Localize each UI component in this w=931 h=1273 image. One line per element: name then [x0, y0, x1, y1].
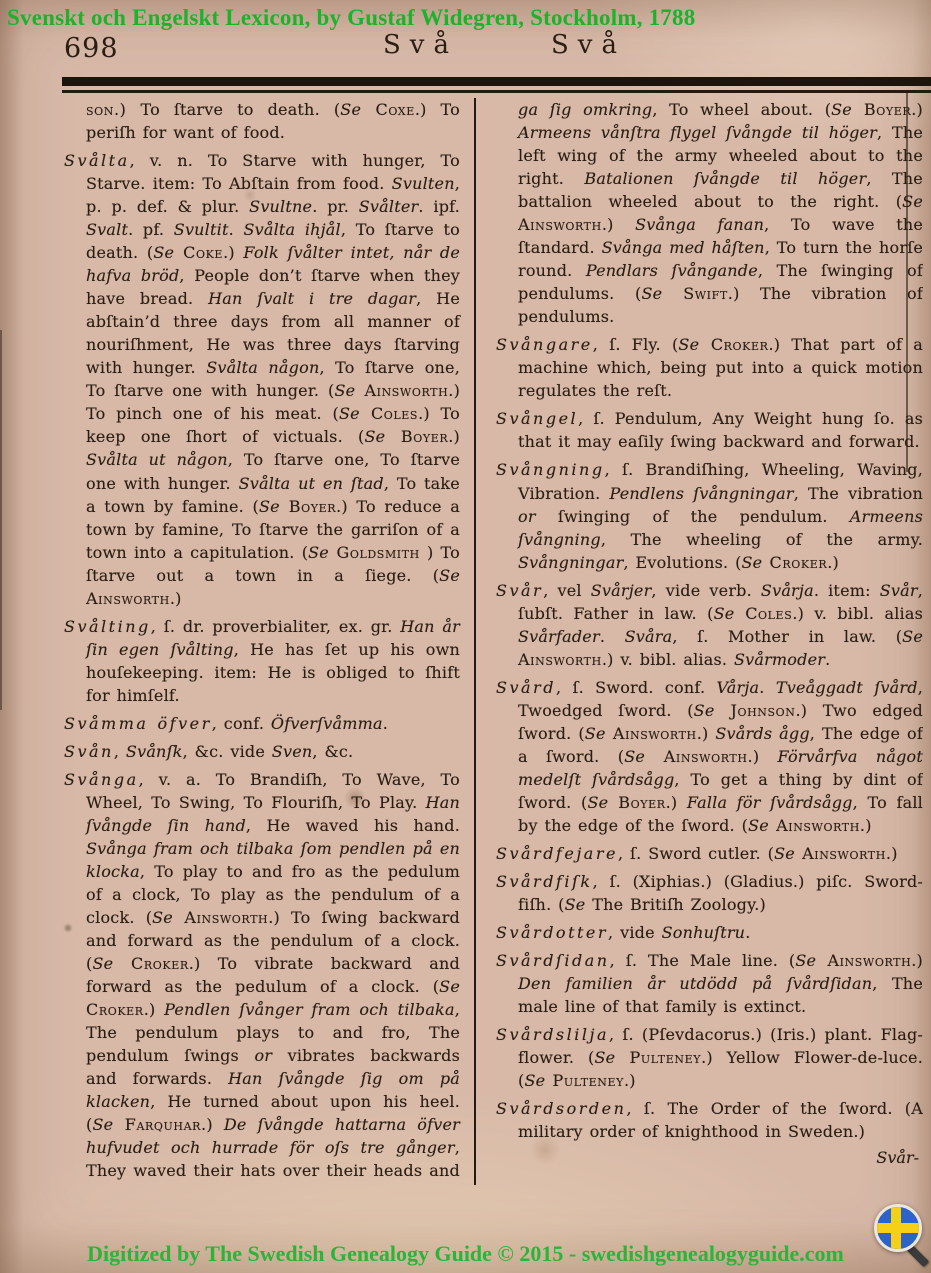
- entry-text: , ſ. Mother in law. (: [672, 626, 903, 646]
- entry-text: Swift: [662, 284, 728, 304]
- entry-text: , The battalion wheeled about to the right. (: [518, 169, 923, 212]
- entry-text: , vel: [543, 580, 591, 600]
- entry-text: , The edge of a ſword. (: [518, 723, 923, 766]
- entry-text: Ainsworth: [518, 649, 602, 669]
- entry-text: , &c. vide: [182, 741, 272, 761]
- entry-text: To ſtarve to death. (: [126, 100, 341, 119]
- entry-text: Öfverſvåmma: [270, 713, 383, 733]
- entry-text: Se: [92, 954, 114, 974]
- entry-text: Svånſk: [125, 741, 183, 761]
- dictionary-entry: [64, 768, 460, 1185]
- entry-text: Han ſvångde ſin hand: [86, 792, 460, 835]
- entry-text: , p. p. def. & plur.: [86, 174, 460, 217]
- entry-text: , &c.: [312, 741, 354, 761]
- entry-text: Croker: [762, 552, 828, 572]
- entry-text: Se: [713, 603, 735, 623]
- entry-text: Svultne: [249, 197, 313, 217]
- entry-text: .) To reduce a town by famine, To ſtarve the garriſon of a town into a capitulation. (: [86, 496, 460, 562]
- entry-text: Sonhuſtru: [661, 923, 746, 943]
- entry-text: Se: [584, 723, 606, 743]
- entry-text: .): [223, 243, 244, 263]
- entry-text: Svårfader: [518, 626, 600, 646]
- running-head-left: Svå: [383, 30, 459, 60]
- entry-text: Se: [748, 815, 769, 835]
- entry-text: Se: [308, 542, 329, 562]
- entry-text: . item:: [813, 580, 880, 600]
- entry-text: , The ſwinging of pendulums. (: [518, 261, 923, 304]
- entry-text: [288, 1184, 309, 1185]
- entry-text: Armeens ſvångning: [518, 506, 923, 549]
- entry-text: Se: [564, 895, 586, 915]
- entry-text: . pf.: [128, 220, 174, 240]
- entry-text: Svålta ut en ſtad: [238, 473, 384, 493]
- entry-text: Coke: [174, 243, 224, 263]
- entry-text: [381, 1184, 460, 1185]
- entry-text: , ſ. Sword. conf.: [555, 677, 717, 697]
- entry-text: Ainsworth: [794, 843, 886, 863]
- entry-text: , The male line of that family is extinct.: [518, 974, 923, 1017]
- entry-text: Tveåggadt ſvård: [775, 677, 918, 697]
- dictionary-entry: [64, 98, 460, 144]
- entry-text: Se: [641, 284, 663, 304]
- entry-text: , ſ. (Xiphias.) (Gladius.) piſc. Sword-fiſh. (: [518, 872, 923, 915]
- entry-text: Goldsmith: [328, 542, 420, 562]
- entry-text: [308, 1184, 381, 1185]
- entry-text: Ainsworth: [86, 588, 170, 608]
- entry-text: Se: [439, 977, 460, 997]
- entry-text: Coles: [359, 404, 419, 424]
- entry-text: Johnson: [714, 700, 796, 720]
- entry-text: Svånga med håſten: [601, 238, 765, 258]
- entry-text: Croker: [699, 335, 769, 355]
- entry-text: The Britiſh Zoology.): [585, 895, 766, 915]
- dictionary-entry: [496, 407, 923, 453]
- entry-text: Pendlars ſvångande: [585, 261, 758, 281]
- entry-text: .): [665, 792, 687, 812]
- entry-text: .): [885, 843, 898, 863]
- entry-text: , To ſtarve one, To ſtarve one with hunger.: [86, 450, 460, 493]
- entry-text: Se: [831, 100, 852, 119]
- entry-text: .): [143, 1000, 165, 1020]
- entry-text: , ſ. (Pſevdacorus.) (Iris.) plant. Flag-flower. (: [518, 1025, 923, 1068]
- entry-text: son.): [86, 100, 127, 119]
- dictionary-entry: [496, 1023, 923, 1092]
- entry-text: .) To pinch one of his meat. (: [86, 381, 461, 424]
- right-column: [496, 98, 923, 1143]
- entry-text: .) v. bibl. alias: [792, 603, 923, 623]
- entry-text: , To turn the horſe round.: [518, 238, 923, 281]
- entry-text: Svulten: [391, 174, 455, 194]
- entry-text: Farquhar: [113, 1115, 202, 1135]
- headword: Svår: [496, 580, 544, 600]
- entry-text: Batalionen ſvångde til höger: [584, 169, 867, 189]
- entry-text: Pendlens ſvångningar: [609, 483, 794, 503]
- entry-text: Svålta någon: [206, 358, 320, 378]
- headword: Svårdsorden: [496, 1099, 627, 1119]
- entry-text: Se: [153, 243, 175, 263]
- entry-text: Se: [587, 792, 609, 812]
- entry-text: Den familien år utdödd på ſvårdſidan: [518, 974, 873, 994]
- scan-edge-artifact-left: [0, 330, 2, 710]
- entry-text: , v. a. To Brandiſh, To Wave, To Wheel, To Swing, To Flouriſh, To Play.: [86, 769, 460, 812]
- entry-text: ,: [113, 741, 126, 761]
- entry-text: Svånga fram och tilbaka ſom pendlen på en klocka: [86, 838, 460, 881]
- dictionary-entry: [496, 676, 923, 837]
- headword: Svån: [64, 741, 114, 761]
- header-rule-thick: [62, 77, 931, 86]
- entry-text: , ſ. Brandiſhing, Wheeling, Waving, Vibration.: [518, 460, 923, 503]
- entry-text: Svårja: [760, 580, 814, 600]
- entry-text: , To play to and fro as the pedulum of a clock, To play as the pendulum of a clock. (: [86, 862, 460, 928]
- entry-text: ) To ſtarve out a town in a ſiege. (: [86, 542, 460, 585]
- dictionary-entry: [64, 712, 460, 735]
- entry-text: Ainsworth: [768, 815, 860, 835]
- entry-text: , To fall by the edge of the ſword. (: [518, 792, 923, 835]
- entry-text: Svåra: [624, 626, 673, 646]
- entry-text: Svålta ihjål: [243, 220, 341, 240]
- entry-text: .) That part of a machine which, being put into a quick motion regulates the reſt.: [518, 335, 923, 401]
- entry-text: , The wheeling of the army.: [600, 529, 923, 549]
- entry-text: .: [382, 713, 388, 733]
- entry-text: .) To keep one ſhort of victuals. (: [86, 404, 460, 447]
- entry-text: , Twoedged ſword. (: [518, 677, 923, 720]
- headword: Svångare: [496, 335, 593, 355]
- entry-text: .): [601, 215, 636, 235]
- entry-text: Svultit: [173, 220, 229, 240]
- entry-text: , ſ. The Male line. (: [609, 951, 796, 971]
- entry-text: Folk ſvålter intet, når de hafva bröd: [86, 243, 461, 286]
- entry-text: Se: [795, 951, 817, 971]
- entry-text: Croker: [113, 954, 189, 974]
- entry-text: .): [859, 815, 872, 835]
- entry-text: Se: [524, 1071, 546, 1091]
- entry-text: Armeens vånſtra flygel ſvångde til höger: [518, 123, 878, 143]
- entry-text: , The pendulum plays to and fro, The pendulum ſwings: [86, 1000, 460, 1066]
- entry-text: Svårjer: [590, 580, 652, 600]
- entry-text: Svårmoder: [733, 649, 826, 669]
- entry-text: .) To ſwing backward and forward as the pendulum of a clock. (: [86, 908, 460, 974]
- entry-text: Ainsworth: [518, 215, 602, 235]
- entry-text: Boyer: [851, 100, 912, 119]
- entry-text: .) Two edged ſword. (: [518, 700, 923, 743]
- entry-text: or: [254, 1046, 273, 1066]
- entry-text: , He turned about upon his heel. (: [86, 1092, 460, 1135]
- entry-text: .): [696, 723, 716, 743]
- entry-text: Svalt: [86, 220, 129, 240]
- entry-text: Croker: [86, 1000, 144, 1020]
- entry-text: .): [911, 100, 923, 119]
- entry-text: , The vibration: [793, 483, 923, 503]
- entry-text: Boyer: [385, 427, 449, 447]
- entry-text: , Evolutions. (: [623, 552, 742, 572]
- entry-text: .): [747, 746, 778, 766]
- entry-text: De ſvångde hattarna öfver hufvudet och hurrade för oſs tre gånger: [86, 1115, 461, 1158]
- entry-text: , ſ. Pendulum, Any Weight hung ſo. as that it may eaſily ſwing backward and forward.: [518, 409, 923, 452]
- entry-text: ga ſig omkring: [518, 100, 653, 119]
- entry-text: , To wheel about. (: [652, 100, 832, 119]
- entry-text: Se: [92, 1115, 114, 1135]
- entry-text: .): [624, 1071, 636, 1091]
- headword: Svånga: [64, 769, 139, 789]
- entry-text: , The left wing of the army wheeled about to the right.: [518, 123, 923, 189]
- entry-text: Svångningar: [518, 552, 624, 572]
- catchword: Svår-: [876, 1148, 919, 1168]
- entry-text: Se: [902, 192, 923, 212]
- entry-text: Se: [594, 1048, 616, 1068]
- entry-text: Se: [338, 404, 360, 424]
- dictionary-entry: [496, 949, 923, 1018]
- entry-text: Sven: [271, 741, 313, 761]
- entry-text: Pendlen ſvånger fram och tilbaka: [164, 1000, 455, 1020]
- headword: Svårdſidan: [496, 951, 610, 971]
- entry-text: Pulteney: [545, 1071, 625, 1091]
- entry-text: .) v. bibl. alias.: [601, 649, 734, 669]
- entry-text: Se: [741, 552, 763, 572]
- dictionary-entry: [496, 870, 923, 916]
- entry-text: Se: [624, 746, 646, 766]
- entry-text: Se: [340, 100, 362, 119]
- entry-text: , To ſtarve to death. (: [86, 220, 460, 263]
- entry-text: Ainsworth: [605, 723, 697, 743]
- entry-text: Förvårfva något medelſt ſvårdsågg: [518, 746, 923, 789]
- header-rule-thin: [62, 90, 931, 93]
- dictionary-entry: [496, 1097, 923, 1143]
- entry-text: Se: [334, 381, 356, 401]
- entry-text: .): [448, 427, 460, 447]
- entry-text: Se: [152, 908, 173, 928]
- entry-text: , They waved their hats over their heads and: [86, 1138, 460, 1181]
- entry-text: .) To periſh for want of food.: [86, 100, 460, 143]
- digitizer-bottom-banner: Digitized by The Swedish Genealogy Guide © 2015 - swedishgenealogyguide.com: [87, 1241, 844, 1266]
- entry-text: Se: [258, 496, 280, 516]
- entry-text: vibrates backwards and forwards.: [86, 1046, 460, 1089]
- digitizer-top-banner: Svenskt och Engelskt Lexicon, by Gustaf Widegren, Stockholm, 1788: [7, 5, 696, 30]
- entry-text: ſwinging of the pendulum.: [535, 506, 850, 526]
- right-column-wrap: [474, 98, 923, 1185]
- entry-text: , He has ſet up his own houſekeeping. item: He is obliged to ſhift for himſelf.: [86, 639, 460, 705]
- headword: Svårdotter: [496, 923, 609, 943]
- entry-text: .) The vibration of pendulums.: [518, 284, 923, 327]
- entry-text: , To get a thing by dint of ſword. (: [518, 769, 923, 812]
- entry-text: .: [759, 677, 776, 697]
- entry-text: , vide verb.: [651, 580, 761, 600]
- entry-text: Han år ſin egen ſvålting: [86, 616, 460, 659]
- entry-text: Se: [693, 700, 715, 720]
- headword: Svålting: [64, 616, 151, 636]
- entry-text: Ainsworth: [816, 951, 912, 971]
- headword: Svåmma öfver: [64, 713, 212, 733]
- entry-text: , People don’t ſtarve when they have bread.: [86, 266, 460, 309]
- dictionary-entry: [496, 921, 923, 944]
- headword: Svångel: [496, 409, 579, 429]
- headword: Svård: [496, 677, 556, 697]
- dictionary-entry: [496, 458, 923, 573]
- dictionary-entry: [496, 333, 923, 402]
- dictionary-entry: [64, 740, 460, 763]
- entry-text: .): [827, 552, 839, 572]
- entry-text: Boyer: [608, 792, 666, 812]
- entry-text: Han ſvångde ſig om på klacken: [86, 1069, 461, 1112]
- entry-text: .): [911, 951, 923, 971]
- entry-text: , To take a town by famine. (: [86, 473, 460, 516]
- entry-text: .): [169, 588, 182, 608]
- entry-text: Svånga fanan: [635, 215, 765, 235]
- entry-text: , ſ. dr. proverbialiter, ex. gr.: [150, 616, 401, 636]
- entry-text: Coxe: [361, 100, 415, 119]
- entry-text: Pulteney: [615, 1048, 702, 1068]
- entry-text: , ſ. Fly. (: [592, 335, 679, 355]
- entry-text: , ſ. Sword cutler. (: [617, 843, 775, 863]
- dictionary-entry: [64, 615, 460, 707]
- entry-text: Svålter: [358, 197, 419, 217]
- entry-text: Ainsworth: [355, 381, 449, 401]
- entry-text: Se: [774, 843, 795, 863]
- page-number: 698: [64, 33, 119, 64]
- headword: Svångning: [496, 460, 605, 480]
- entry-text: Boyer: [279, 496, 337, 516]
- entry-text: , ſubſt. Father in law. (: [518, 580, 923, 623]
- entry-text: , vide: [608, 923, 662, 943]
- dictionary-entry: [496, 579, 923, 671]
- entry-text: , He waved his hand.: [245, 815, 460, 835]
- dictionary-entry: [64, 149, 460, 610]
- entry-text: .: [825, 649, 831, 669]
- dictionary-text-block: [64, 98, 923, 1185]
- entry-text: , v. n. To Starve with hunger, To Starve. item: To Abſtain from food.: [86, 151, 460, 194]
- entry-text: Se: [902, 626, 923, 646]
- entry-text: .): [201, 1115, 224, 1135]
- entry-text: , To wave the ſtandard.: [518, 215, 923, 258]
- entry-text: Se: [678, 335, 700, 355]
- flag-cross-horizontal: [877, 1223, 919, 1233]
- entry-text: Vårja: [716, 677, 760, 697]
- entry-text: Ainsworth: [645, 746, 748, 766]
- entry-text: .) Yellow Flower-de-luce. (: [518, 1048, 923, 1091]
- entry-text: Coles: [734, 603, 793, 623]
- entry-text: Svårds ågg: [715, 723, 810, 743]
- entry-text: , conf.: [211, 713, 271, 733]
- headword: Svårdfiſk: [496, 872, 593, 891]
- entry-text: .: [599, 626, 625, 646]
- entry-text: .: [745, 923, 751, 943]
- entry-text: Han ſvalt i tre dagar: [208, 289, 417, 309]
- entry-text: Se: [439, 565, 460, 585]
- entry-text: . ipf.: [418, 197, 460, 217]
- entry-text: , To ſtarve one, To ſtarve one with hunger. (: [86, 358, 460, 401]
- left-column: [64, 98, 474, 1185]
- headword: Svårdfejare: [496, 843, 618, 863]
- entry-text: Svålta ut någon: [86, 450, 228, 470]
- running-head-right: Svå: [551, 30, 627, 60]
- entry-text: or: [518, 506, 536, 526]
- entry-text: Falla för ſvårdsågg: [686, 792, 853, 812]
- dictionary-entry: [496, 842, 923, 865]
- entry-text: , ſ. The Order of the ſword. (A military order of knighthood in Sweden.): [518, 1099, 923, 1142]
- entry-text: .) To vibrate backward and forward as the pedulum of a clock. (: [86, 954, 460, 997]
- entry-text: .: [228, 220, 244, 240]
- dictionary-entry: [496, 98, 923, 328]
- entry-text: Svår: [879, 580, 918, 600]
- entry-text: Se: [364, 427, 386, 447]
- entry-text: . pr.: [312, 197, 359, 217]
- headword: Svålta: [64, 151, 130, 171]
- entry-text: , He abſtain’d three days from all manner of nouriſhment, He was three days ſtarving with hunger.: [86, 289, 460, 378]
- entry-text: Ainsworth: [172, 908, 269, 928]
- headword: Svårdslilja: [496, 1025, 609, 1045]
